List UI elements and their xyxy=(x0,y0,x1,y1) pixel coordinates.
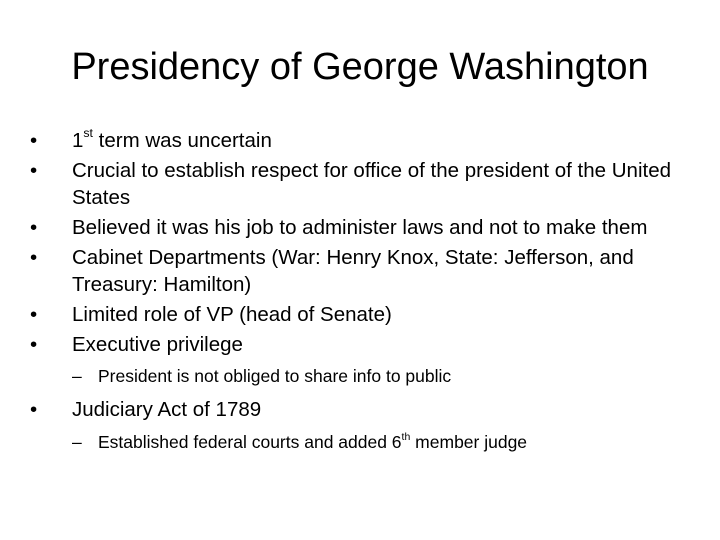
bullet-text-post: term was uncertain xyxy=(92,129,272,152)
bullet-icon: • xyxy=(30,398,38,421)
bullet-icon: • xyxy=(30,159,38,182)
sub-bullet-text-post: member judge xyxy=(410,432,528,452)
sub-bullet-text-sup: th xyxy=(401,430,411,443)
sub-bullet-text: President is not obliged to share info to public xyxy=(98,366,452,386)
sub-bullet-item-federal-courts xyxy=(30,430,690,454)
bullet-item-cabinet xyxy=(30,244,690,298)
bullet-text: Executive privilege xyxy=(72,333,243,356)
bullet-item-administer-laws xyxy=(30,214,690,241)
bullet-text: Limited role of VP (head of Senate) xyxy=(72,303,392,326)
dash-icon: – xyxy=(72,432,82,452)
bullet-text: Believed it was his job to administer laws and not to make them xyxy=(72,216,648,239)
bullet-item-first-term xyxy=(30,127,690,154)
bullet-icon: • xyxy=(30,303,38,326)
dash-icon: – xyxy=(72,366,82,386)
sub-bullet-item-info-public xyxy=(30,364,690,388)
bullet-text: Crucial to establish respect for office of the president of the United States xyxy=(72,159,672,209)
bullet-list xyxy=(30,127,690,454)
bullet-item-judiciary-act xyxy=(30,396,690,423)
bullet-icon: • xyxy=(30,129,38,152)
slide-title: Presidency of George Washington xyxy=(71,46,649,88)
bullet-icon: • xyxy=(30,216,38,239)
bullet-icon: • xyxy=(30,246,38,269)
bullet-item-executive-privilege xyxy=(30,331,690,358)
sub-bullet-text-pre: Established federal courts and added 6 xyxy=(98,432,402,452)
bullet-text: Judiciary Act of 1789 xyxy=(72,398,262,421)
bullet-text-sup: st xyxy=(83,126,93,141)
bullet-text: Cabinet Departments (War: Henry Knox, State: Jefferson, and Treasury: Hamilton) xyxy=(72,246,634,296)
bullet-item-vp-role xyxy=(30,301,690,328)
bullet-text-pre: 1 xyxy=(72,129,84,152)
bullet-icon: • xyxy=(30,333,38,356)
bullet-item-respect xyxy=(30,157,690,211)
